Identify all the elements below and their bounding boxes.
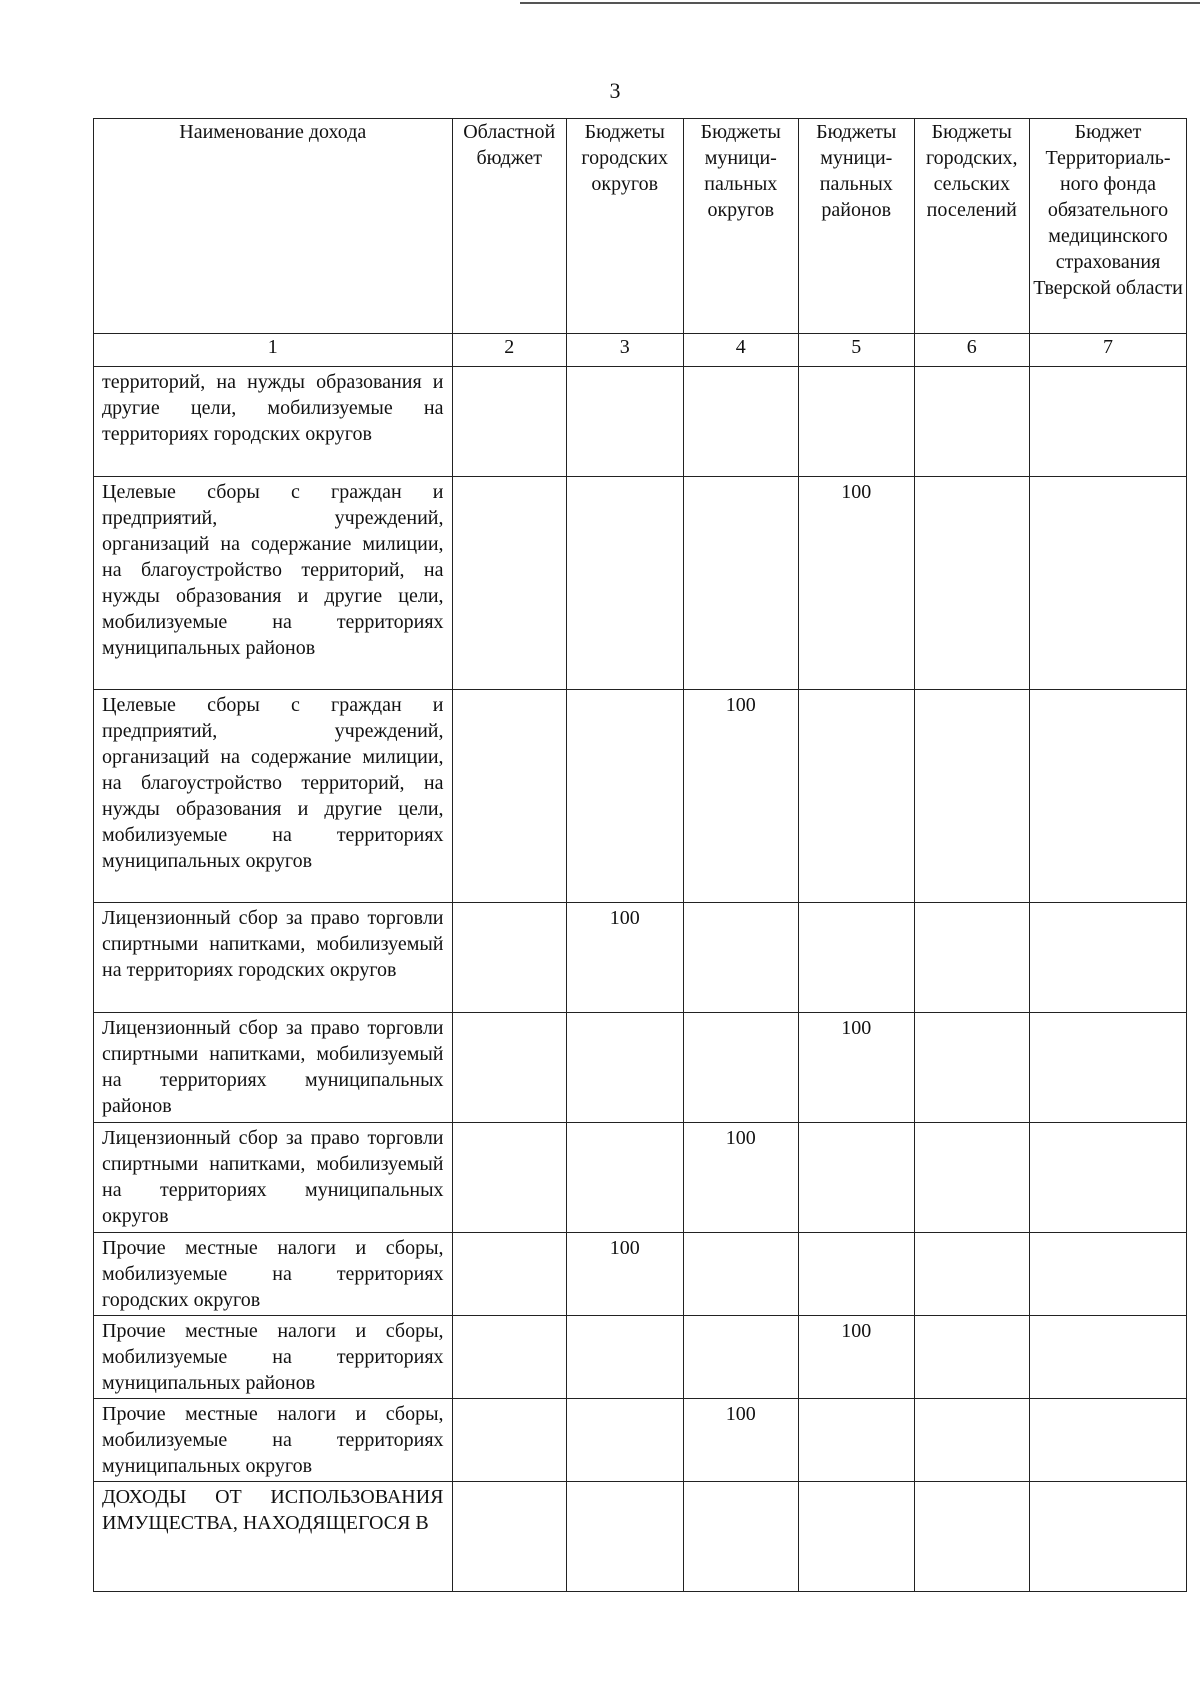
top-scan-rule [520,2,1200,4]
column-number: 5 [799,334,915,367]
value-cell [914,477,1030,690]
value-cell [799,1399,915,1482]
income-name-cell: Прочие местные налоги и сборы, мобилизуемые на территориях муниципальных районов [94,1316,453,1399]
value-cell [452,1316,566,1399]
value-cell [1030,1482,1187,1592]
value-cell [683,1482,799,1592]
value-cell [1030,690,1187,903]
value-cell: 100 [799,477,915,690]
table-row [94,1399,1187,1482]
value-cell [914,367,1030,477]
income-name-cell: Прочие местные налоги и сборы, мобилизуемые на территориях муниципальных округов [94,1399,453,1482]
revenue-distribution-table [93,118,1187,1592]
value-cell: 100 [799,1013,915,1123]
value-cell [799,1482,915,1592]
table-row [94,1316,1187,1399]
header-medical-insurance-fund-budget: Бюджет Территориаль-ного фонда обязательного медицинского страхования Тверской области [1030,119,1187,334]
value-cell [683,1316,799,1399]
column-number: 6 [914,334,1030,367]
value-cell: 100 [566,1233,683,1316]
value-cell [452,1482,566,1592]
value-cell [452,477,566,690]
value-cell [566,477,683,690]
value-cell [799,690,915,903]
value-cell [683,1233,799,1316]
header-settlements-budgets: Бюджеты городских, сельских поселений [914,119,1030,334]
income-name-cell: Лицензионный сбор за право торговли спиртными напитками, мобилизуемый на территориях городских округов [94,903,453,1013]
header-city-districts-budgets: Бюджеты городских округов [566,119,683,334]
header-municipal-raions-budgets: Бюджеты муници-пальных районов [799,119,915,334]
value-cell [914,1233,1030,1316]
value-cell [914,1123,1030,1233]
value-cell [1030,477,1187,690]
column-number: 1 [94,334,453,367]
column-number: 2 [452,334,566,367]
value-cell [1030,1123,1187,1233]
value-cell [914,1013,1030,1123]
income-name-cell: Целевые сборы с граждан и предприятий, учреждений, организаций на содержание милиции, на благоустройство территорий, на нужды образования и другие цели, мобилизуемые на территориях муниципальных районов [94,477,453,690]
value-cell [452,1399,566,1482]
value-cell [566,1123,683,1233]
income-name-cell: Лицензионный сбор за право торговли спиртными напитками, мобилизуемый на территориях муниципальных районов [94,1013,453,1123]
table-header-row [94,119,1187,334]
value-cell [1030,1399,1187,1482]
value-cell [683,903,799,1013]
value-cell [799,1123,915,1233]
value-cell [452,903,566,1013]
value-cell [566,1482,683,1592]
value-cell [566,1316,683,1399]
table-row [94,690,1187,903]
value-cell: 100 [683,1399,799,1482]
table-row [94,1013,1187,1123]
column-number: 7 [1030,334,1187,367]
column-number-row [94,334,1187,367]
value-cell [683,1013,799,1123]
value-cell [1030,903,1187,1013]
value-cell [566,1399,683,1482]
value-cell [683,367,799,477]
income-name-cell: Прочие местные налоги и сборы, мобилизуемые на территориях городских округов [94,1233,453,1316]
column-number: 4 [683,334,799,367]
value-cell [914,1316,1030,1399]
value-cell [1030,1233,1187,1316]
header-municipal-okrugs-budgets: Бюджеты муници-пальных округов [683,119,799,334]
table-row [94,477,1187,690]
income-name-cell: Лицензионный сбор за право торговли спиртными напитками, мобилизуемый на территориях муниципальных округов [94,1123,453,1233]
header-regional-budget: Областной бюджет [452,119,566,334]
table-row [94,367,1187,477]
page-number: 3 [609,78,621,103]
value-cell: 100 [683,1123,799,1233]
value-cell [914,903,1030,1013]
value-cell [1030,1316,1187,1399]
value-cell [452,367,566,477]
value-cell [452,1123,566,1233]
value-cell [452,1013,566,1123]
table-row [94,1233,1187,1316]
value-cell [566,367,683,477]
value-cell [1030,1013,1187,1123]
value-cell [683,477,799,690]
value-cell [799,367,915,477]
value-cell [914,1482,1030,1592]
value-cell [566,690,683,903]
value-cell [914,1399,1030,1482]
value-cell [914,690,1030,903]
income-section-heading-cell: ДОХОДЫ ОТ ИСПОЛЬЗОВАНИЯ ИМУЩЕСТВА, НАХОДЯЩЕГОСЯ В [94,1482,453,1592]
value-cell [799,903,915,1013]
table-row [94,903,1187,1013]
income-name-cell: территорий, на нужды образования и другие цели, мобилизуемые на территориях городских округов [94,367,453,477]
value-cell [566,1013,683,1123]
column-number: 3 [566,334,683,367]
table-row [94,1123,1187,1233]
value-cell [1030,367,1187,477]
value-cell: 100 [683,690,799,903]
header-income-name: Наименование дохода [94,119,453,334]
value-cell [799,1233,915,1316]
value-cell [452,690,566,903]
value-cell: 100 [566,903,683,1013]
value-cell [452,1233,566,1316]
value-cell: 100 [799,1316,915,1399]
income-name-cell: Целевые сборы с граждан и предприятий, учреждений, организаций на содержание милиции, на благоустройство территорий, на нужды образования и другие цели, мобилизуемые на территориях муниципальных округов [94,690,453,903]
table-row [94,1482,1187,1592]
